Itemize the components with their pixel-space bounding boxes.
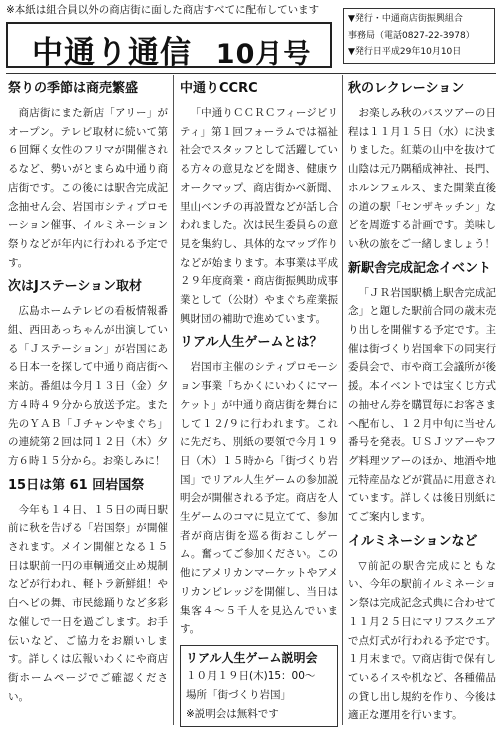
- article-title: 中通りCCRC: [180, 81, 258, 96]
- article-body: 「中通りＣＣＲＣフィージビリティ」第１回フォーラムでは福祉社会でスタッフとして活躍している方々の意見などを聞き、健康ウオークマップ、商店街かべ新聞、里山ベンチの再設置などが話し合われました。次は民生委員らの意見を集約し、具体的なマップ作りなどが始まります。本事業は平成２９年度商業・商店街振興助成事業として（公財）やまぐち産業振興財団の補助で進めています。: [180, 107, 338, 325]
- article-title: 15日は第 61 回岩国祭: [8, 477, 145, 493]
- event-date: １０月１９日(木)15：00～: [186, 669, 316, 682]
- distribution-note: ※本紙は組合員以外の商店街に面した商店すべてに配布しています: [6, 4, 320, 16]
- article-body: 岩国市主催のシティプロモーション事業「ちかくにいわくにマーケット」が中通り商店街を舞台にして１２/９に行われます。これに先だち、別紙の要領で今月１９日（木）１５時から「街づくり岩国」でリアル人生ゲームの参加説明会が開催される予定。商店を人生ゲームのコマに見立てて、参加者が商店街を巡る街おこしゲーム。奮ってご参加ください。この他にアメリカンマーケットやアメリカンビレッジを開催し、当日は集客４～５千人を見込んでいます。: [180, 361, 338, 636]
- masthead: [6, 22, 332, 71]
- event-box-title: リアル人生ゲーム説明会: [186, 650, 318, 665]
- issue-label: 10月号: [215, 39, 312, 70]
- article-title: イルミネーションなど: [348, 533, 478, 549]
- publisher-line: 事務局（電話0827-22-3978）: [348, 30, 475, 41]
- article-title: 次はJステーション取材: [8, 279, 143, 295]
- article-title: 新駅舎完成記念イベント: [348, 260, 492, 276]
- event-note: ※説明会は無料です: [186, 707, 279, 720]
- event-location: 場所「街づくり岩国」: [186, 688, 291, 701]
- article-body: お楽しみ秋のバスツアーの日程は１１月１５日（水）に決まりました。紅葉の山中を抜けて山陰は元乃隅稲成神社、長門、ホルンフェルス、また開業直後の道の駅「センザキッチン」などを周遊する計画です。美味しい秋の旅をご一緒しましょう！: [348, 107, 496, 250]
- article-body: 広島ホームテレビの看板情報番組、西田あっちゃんが出演している「Ｊステーション」が岩国にある日本一を探して中通り商店街へ来訪。番組は今月１３日（金）夕方４時４９分から放送予定。また先のＹＡＢ「Ｊチャンやまぐち」の連続第２回は同１２日（木）夕方６時１５分から。お楽しみに！: [8, 305, 168, 467]
- column-divider: [342, 75, 343, 725]
- event-info-box: [180, 645, 338, 727]
- article-body: 今年も１４日、１５日の両日駅前に秋を告げる「岩国祭」が開催されます。メイン開催となる１５日は駅前一円の車輌通交止め規制などが行われ、軽トラ新鮮組！や白へビの舞、市民総踊りなど多彩な催しで一日を過ごします。お手伝いなど、ご協力をお願いします。詳しくは広報いわくにや商店街ホームページでご確認ください。: [8, 503, 168, 703]
- publisher-line: ▼発行・中通商店街振興組合: [348, 14, 463, 24]
- article-title: 祭りの季節は商売繁盛: [8, 81, 139, 96]
- column-divider: [173, 75, 174, 725]
- header-rule: [6, 73, 496, 74]
- column-middle: [180, 80, 338, 727]
- column-right: [348, 80, 496, 731]
- publisher-line: ▼発行日平成29年10月10日: [348, 47, 462, 57]
- article-body: ▽前記の駅舎完成にともない、今年の駅前イルミネーション祭は完成記念式典に合わせて１１月２５日にマリフスクエアで点灯式が行われる予定です。１月末まで。▽商店街で保有しているイスや机など、各種備品の貸し出し規約を作り、今後は適正な運用を行います。: [348, 559, 496, 722]
- column-left: [8, 80, 168, 712]
- article-body: 商店街にまた新店「アリー」がオープン。テレビ取材に続いて第６回輝く女性のフリマが開催されるなど、勢いがとまらぬ中通り商店街です。この後には駅舎完成記念抽せん会、岩国市シティプロモーション催事、イルミネーション祭りなどが年内に行われる予定です。: [8, 107, 168, 269]
- article-title: リアル人生ゲームとは？: [180, 335, 323, 351]
- publisher-box: [343, 8, 495, 64]
- newsletter-title: [32, 27, 311, 72]
- article-body: 「ＪＲ岩国駅橋上駅舎完成記念」と題した駅前合同の歳末売り出しを開催する予定です。主催は街づくり岩国傘下の同実行委員会で、市や商工会議所が後援。本イベントでは宝くじ方式の抽せん券を購買毎にお客さまへ配布し、１２月中旬に当せん番号を発表。ＵＳＪツアーやフグ料理ツアーのほか、地酒や地元特産品などが賞品に用意されています。詳しくは後日別紙にてご案内します。: [348, 286, 496, 524]
- title-text: 中通り通信: [32, 35, 192, 71]
- article-title: 秋のレクレーション: [348, 81, 465, 96]
